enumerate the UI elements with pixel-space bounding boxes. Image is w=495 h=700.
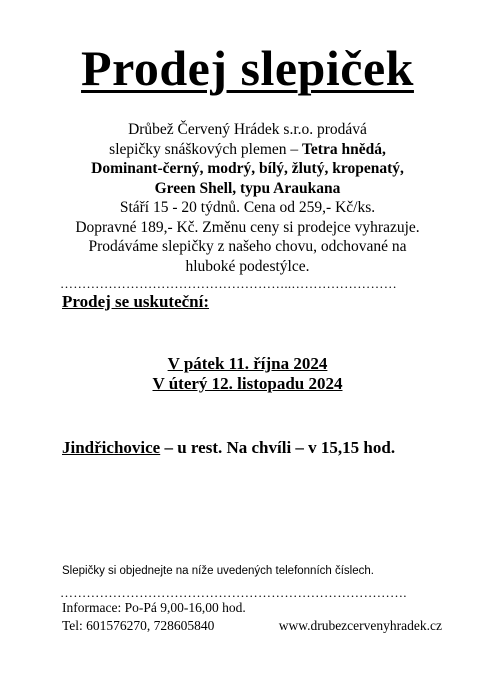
sale-heading: Prodej se uskuteční: [62, 292, 210, 311]
intro-line-3: Dominant-černý, modrý, bílý, žlutý, kropenatý, [91, 160, 404, 177]
intro-line-2-bold: Tetra hnědá, [302, 140, 386, 158]
page-title: Prodej slepiček [81, 40, 414, 96]
location-place: Jindřichovice [62, 438, 161, 457]
intro-line-8: hluboké podestýlce. [185, 257, 310, 275]
dotted-divider-bottom: ……………………………………………………………………. [60, 586, 407, 600]
intro-line-5: Stáří 15 - 20 týdnů. Cena od 259,- Kč/ks. [119, 199, 376, 216]
sale-date-1: V pátek 11. října 2024 [167, 354, 328, 373]
contact-hours: Informace: Po-Pá 9,00-16,00 hod. [62, 600, 246, 615]
intro-line-4: Green Shell, typu Araukana [154, 179, 341, 197]
intro-block [40, 120, 455, 276]
sale-location [62, 438, 395, 458]
intro-line-2 [40, 140, 455, 160]
sale-date-2: V úterý 12. listopadu 2024 [152, 374, 343, 393]
order-note: Slepičky si objednejte na níže uvedených telefonních číslech. [62, 565, 374, 577]
intro-line-1: Drůbež Červený Hrádek s.r.o. prodává [128, 121, 367, 138]
contact-phones: Tel: 601576270, 728605840 [62, 618, 215, 633]
contact-row [62, 617, 442, 635]
intro-line-7: Prodáváme slepičky z našeho chovu, odchované na [88, 238, 407, 255]
sale-dates [0, 354, 495, 394]
dotted-divider-top: ……………………………………………..…………………… [60, 277, 397, 291]
location-details: – u rest. Na chvíli – v 15,15 hod. [160, 438, 396, 457]
intro-line-2-plain: slepičky snáškových plemen – [109, 140, 303, 158]
contact-website: www.drubezcervenyhradek.cz [278, 618, 442, 633]
contact-block [62, 599, 442, 635]
intro-line-6: Dopravné 189,- Kč. Změnu ceny si prodejce vyhrazuje. [75, 218, 420, 236]
